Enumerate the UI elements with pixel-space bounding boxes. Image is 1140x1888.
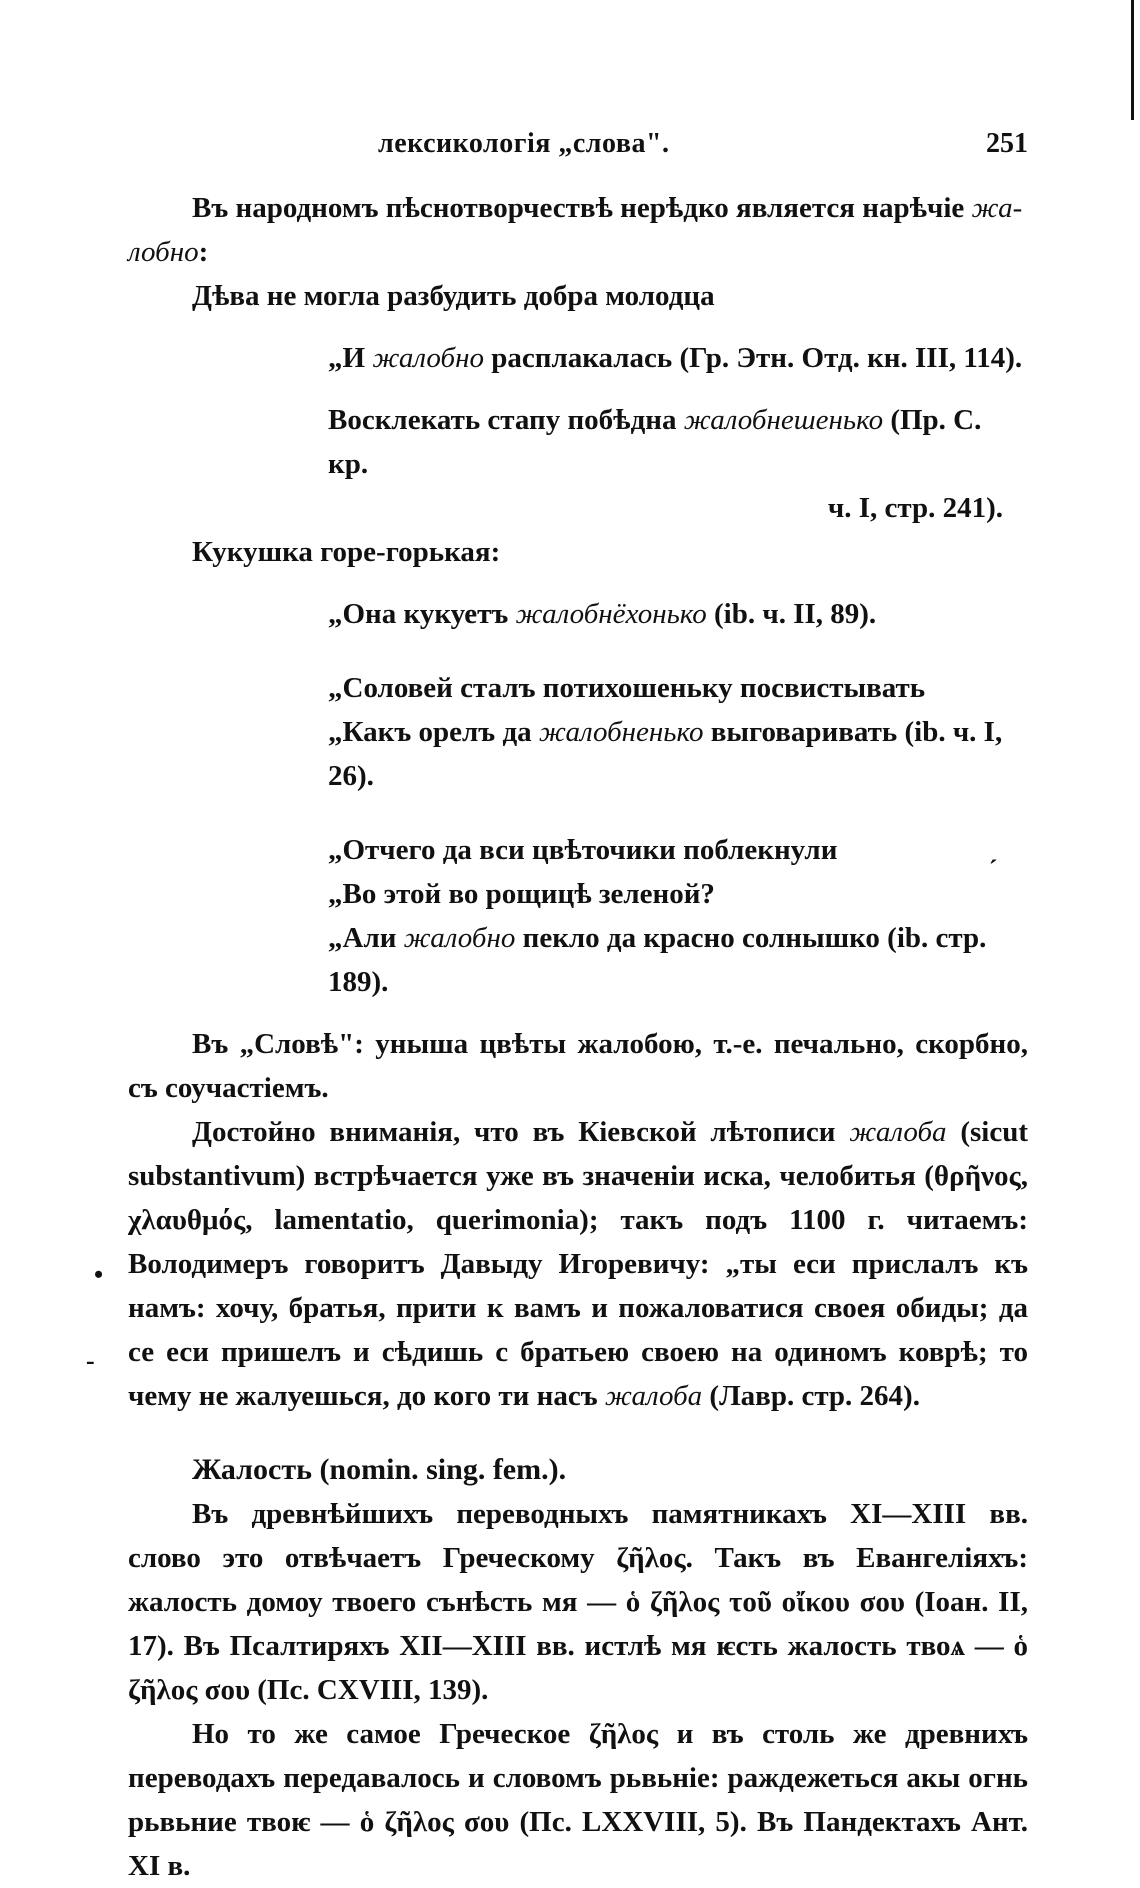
page-edge-line — [1131, 0, 1134, 120]
p4-text-e: (Лавр. стр. 264). — [702, 1380, 920, 1412]
p4-text-c: (sicut substantivum) встрѣчается уже въ значеніи иска, челобитья (θρῆνος, χλαυθμός, lamentatio, querimonia); такъ подъ 1100 г. читаемъ: Володимеръ говоритъ Давыду Игоревичу: „ты еси прислалъ къ намъ: хочу, братья, прити к вамъ и пожаловатися своея обиды; да се еси пришелъ и сѣдишь с братьею своею на одиномъ коврѣ; то чему не жалуешься, до кого ти насъ — [128, 1116, 1028, 1412]
verse-5-line-a — [328, 828, 1028, 872]
v3-text-3: (ib. ч. II, 89). — [706, 598, 877, 630]
tick-mark: ˏ — [989, 835, 998, 864]
paragraph-2: Кукушка горе-горькая: — [192, 536, 501, 568]
v5c-text-1: „Али — [328, 922, 404, 954]
running-head: лексикологія „слова". — [378, 128, 670, 159]
verse-1-line-a: Дѣва не могла разбудить добра молодца — [192, 280, 715, 312]
verse-5-line-c — [328, 916, 1028, 1004]
verse-3 — [328, 592, 1028, 636]
margin-dash: - — [86, 1346, 95, 1375]
p1-text-a: Въ народномъ пѣснотворчествѣ нерѣдко является нарѣчіе — [192, 192, 972, 224]
p1-text-d: : — [198, 236, 209, 268]
v4b-text-1: „Какъ орелъ да — [328, 716, 539, 748]
paragraph-4 — [128, 1110, 1028, 1418]
section-heading — [128, 1448, 1028, 1492]
p4-italic-b: жалоба — [849, 1116, 947, 1148]
v5c-italic: жалобно — [403, 922, 516, 954]
paragraph-4-wrap — [86, 1110, 1028, 1418]
v2a-text-1: Восклекать стапу побѣдна — [328, 404, 684, 436]
margin-dot: • — [94, 1260, 104, 1289]
verse-2-line-a — [328, 398, 1028, 486]
verse-4-line-a: „Соловей сталъ потихошеньку посвистывать — [328, 672, 926, 704]
v1b-italic: жалобно — [372, 342, 484, 374]
v2a-italic: жалобнешенько — [683, 404, 884, 436]
v3-italic: жалобнёхонько — [515, 598, 707, 630]
v2a-text-3: (Пр. С. кр. — [328, 404, 982, 480]
paragraph-3: Въ „Словѣ": уныша цвѣты жалобою, т.-е. печально, скорбно, съ соучастіемъ. — [128, 1028, 1028, 1104]
verse-4-line-b — [328, 710, 1028, 798]
v1b-text-1: „И — [328, 342, 373, 374]
verse-5-line-b: „Во этой во рощицѣ зеленой? — [328, 878, 715, 910]
document-page — [86, 128, 1028, 1888]
page-header — [128, 128, 1028, 168]
heading-word: Жалость — [192, 1453, 312, 1486]
v1b-text-3: расплакалась (Гр. Этн. Отд. кн. III, 114). — [484, 342, 1023, 374]
p4-text-a: Достойно вниманія, что въ Кіевской лѣтописи — [192, 1116, 850, 1148]
v3-text-1: „Она кукуетъ — [328, 598, 516, 630]
v4b-italic: жалобненько — [538, 716, 704, 748]
v5c-text-3: пекло да красно солнышко (ib. стр. 189). — [328, 922, 987, 998]
paragraph-6: Но то же самое Греческое ζῆλος и въ столь же древнихъ переводахъ передавалось и словомъ рьвьніе: раждежеться акы огнь рьвьние твоѥ — ὁ ζῆλος σου (Пс. LXXVIII, 5). Въ Пандектахъ Ант. XI в. — [128, 1718, 1028, 1882]
p1-italic-a: жа- — [971, 192, 1023, 224]
page-number: 251 — [986, 128, 1028, 159]
p4-italic-d: жалоба — [604, 1380, 703, 1412]
paragraph-1 — [128, 186, 1028, 274]
p1-italic-b: лобно — [128, 236, 199, 268]
heading-gloss: (nomin. sing. fem.). — [311, 1453, 567, 1486]
verse-2-line-b: ч. I, стр. 241). — [827, 492, 1003, 524]
verse-1-line-b — [328, 336, 1028, 380]
v5a-text: „Отчего да вси цвѣточики поблекнули — [328, 834, 838, 866]
paragraph-5: Въ древнѣйшихъ переводныхъ памятникахъ XI—XIII вв. слово это отвѣчаетъ Греческому ζῆλος. Такъ въ Евангеліяхъ: жалость домоу твоего сънѣсть мя — ὁ ζῆλος τοῦ οἴκου σου (Іоан. II, 17). Въ Псалтиряхъ XII—XIII вв. истлѣ мя ѥсть жалость твоѧ — ὁ ζῆλος σου (Пс. CXVIII, 139). — [128, 1498, 1028, 1706]
v4b-text-3: выговаривать (ib. ч. I, 26). — [328, 716, 1003, 792]
